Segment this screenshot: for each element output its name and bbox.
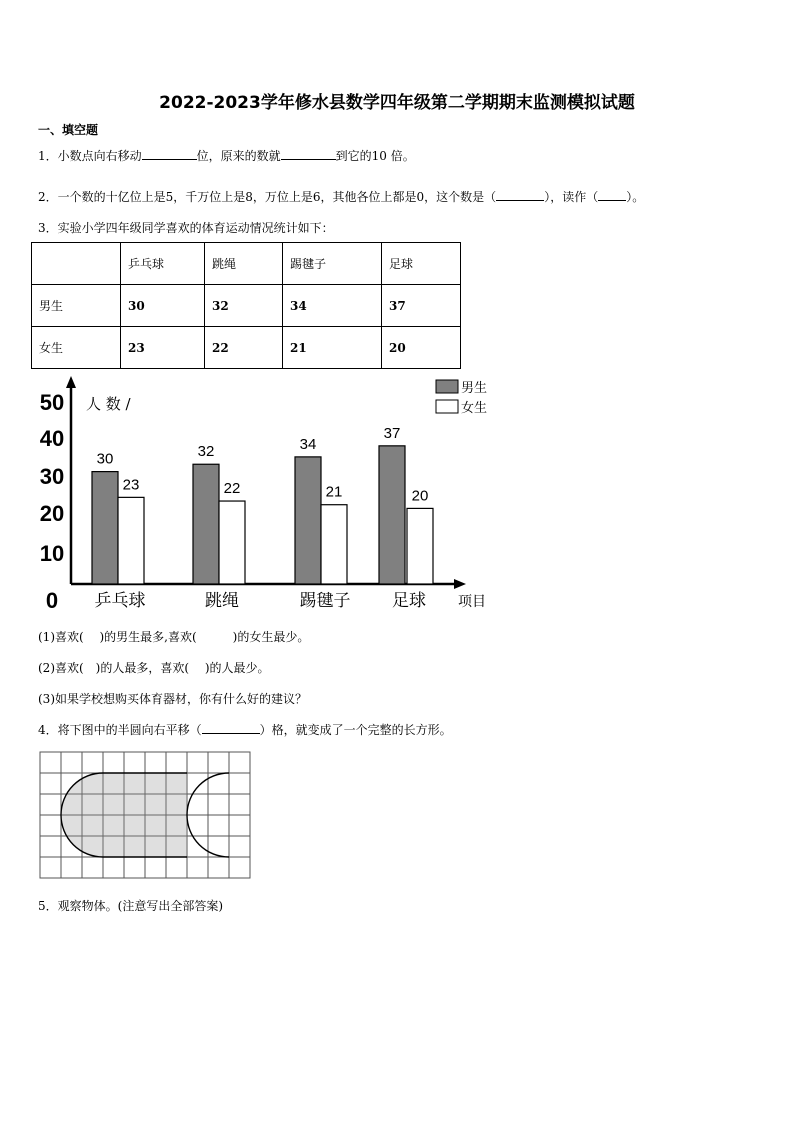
y-tick-label: 20	[39, 501, 65, 526]
table-header-cell: 乒乓球	[121, 243, 205, 285]
q2-text-post: ）。	[626, 190, 645, 204]
question-4	[38, 721, 452, 738]
table-header-cell: 足球	[382, 243, 461, 285]
bar-male	[379, 446, 405, 584]
q5-text: 观察物体。(注意写出全部答案)	[57, 899, 224, 913]
bar-female	[219, 501, 245, 584]
table-row-label: 女生	[32, 327, 121, 369]
legend-label: 女生	[461, 401, 488, 416]
q3-number: 3．	[38, 221, 58, 235]
data-label: 21	[325, 483, 343, 501]
data-label: 20	[411, 487, 429, 505]
data-label: 34	[299, 435, 317, 453]
table-cell: 21	[283, 327, 382, 369]
half-circle-right	[187, 773, 229, 857]
data-label: 23	[122, 476, 140, 494]
x-tick-label: 足球	[392, 591, 426, 611]
page-title: 2022-2023学年修水县数学四年级第二学期期末监测模拟试题	[159, 93, 635, 113]
sub-question-3: (3)如果学校想购买体育器材，你有什么好的建议？	[38, 692, 307, 706]
bar-female	[407, 508, 433, 584]
data-label: 22	[223, 480, 241, 498]
legend-label: 男生	[461, 381, 488, 396]
sub-question-2: (2)喜欢( )的人最多，喜欢( )的人最少。	[38, 661, 270, 675]
y-tick-label: 50	[39, 390, 65, 415]
bar-male	[193, 464, 219, 584]
y-tick-label: 0	[45, 588, 59, 613]
half-circle-left	[61, 773, 187, 857]
bar-male	[92, 472, 118, 584]
x-tick-label: 踢毽子	[299, 591, 351, 611]
table-cell: 37	[382, 285, 461, 327]
q1-number: 1．	[38, 149, 58, 163]
table-cell: 32	[205, 285, 283, 327]
y-tick-label: 30	[39, 464, 65, 489]
shaded-shape	[61, 773, 187, 857]
q2-text-pre: 一个数的十亿位上是5，千万位上是8，万位上是6，其他各位上都是0，这个数是（	[57, 190, 497, 204]
x-tick-label: 乒乓球	[94, 591, 146, 611]
bar-male	[295, 457, 321, 584]
q2-number: 2．	[38, 190, 58, 204]
y-axis-arrow	[66, 376, 76, 388]
y-tick-label: 10	[39, 541, 65, 566]
table-header-cell: 踢毽子	[283, 243, 382, 285]
q5-number: 5．	[38, 899, 58, 913]
table-cell: 34	[283, 285, 382, 327]
q4-text-pre: 将下图中的半圆向右平移（	[57, 723, 202, 737]
section-heading: 一、填空题	[38, 123, 99, 137]
x-axis-arrow	[454, 579, 466, 589]
legend-swatch	[436, 380, 458, 393]
sub-question-1: (1)喜欢( )的男生最多,喜欢( )的女生最少。	[38, 630, 310, 644]
q1-text-mid: 位，原来的数就	[196, 149, 281, 163]
table-cell: 30	[121, 285, 205, 327]
q3-text: 实验小学四年级同学喜欢的体育运动情况统计如下：	[57, 221, 334, 235]
y-tick-label: 40	[39, 426, 65, 451]
q4-blank[interactable]	[202, 721, 260, 734]
x-tick-label: 跳绳	[205, 591, 239, 611]
data-label: 37	[383, 424, 401, 442]
table-cell: 20	[382, 327, 461, 369]
bar-female	[118, 497, 144, 584]
data-label: 32	[197, 443, 215, 461]
table-header-cell: 跳绳	[205, 243, 283, 285]
q4-text-post: ）格，就变成了一个完整的长方形。	[259, 723, 452, 737]
y-axis-label: 人 数 /	[86, 395, 131, 413]
x-axis-label: 项目	[458, 594, 486, 610]
legend-swatch	[436, 400, 458, 413]
q4-number: 4．	[38, 723, 58, 737]
table-row-label: 男生	[32, 285, 121, 327]
question-5	[38, 897, 223, 914]
data-label: 30	[96, 450, 114, 468]
grid-lines	[40, 752, 250, 878]
q1-text-pre: 小数点向右移动	[57, 149, 142, 163]
q1-text-post: 到它的10 倍。	[335, 149, 415, 163]
bar-female	[321, 505, 347, 584]
table-cell: 22	[205, 327, 283, 369]
table-cell: 23	[121, 327, 205, 369]
q2-text-mid: ），读作（	[544, 190, 599, 204]
